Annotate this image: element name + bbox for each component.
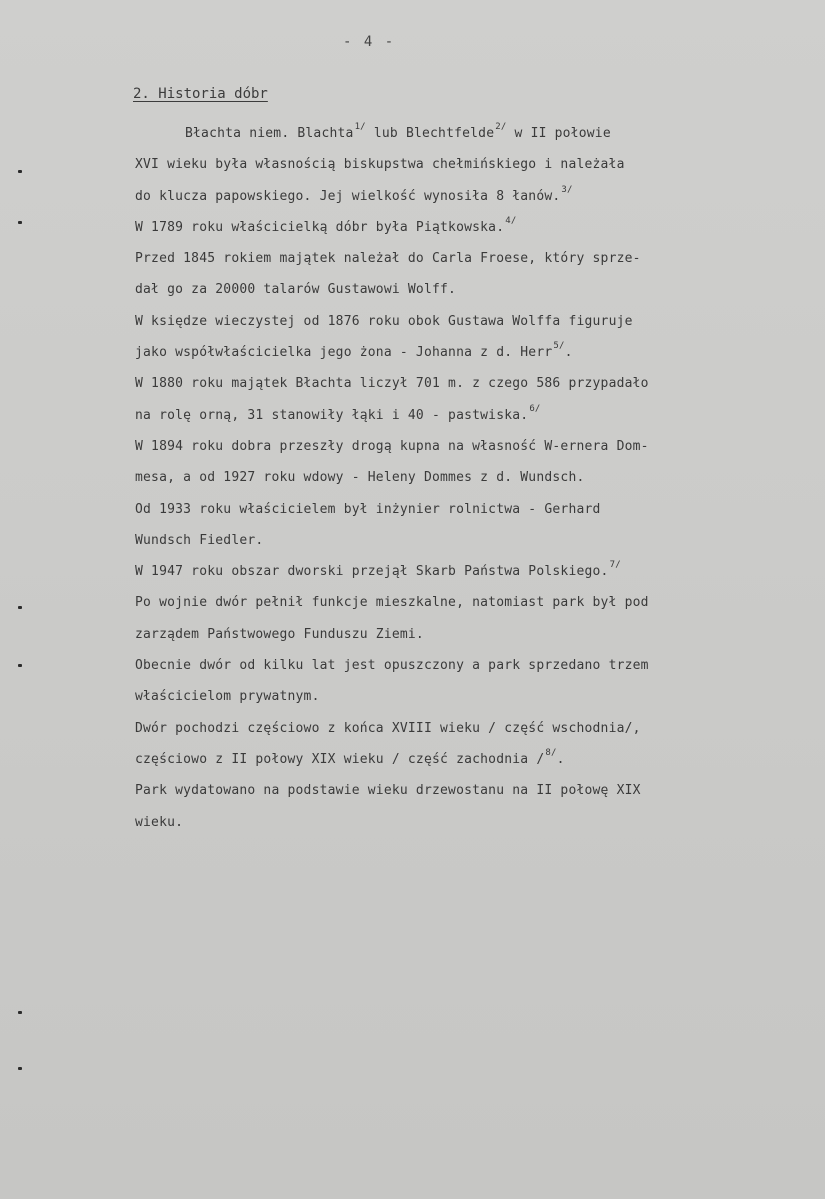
text-line: do klucza papowskiego. Jej wielkość wynosiła 8 łanów.$^{3/}$ [135,184,573,204]
document-body [135,118,795,838]
text-line: W 1789 roku właścicielką dóbr była Piątkowska.$^{4/}$ [135,215,517,235]
text-line: dał go za 20000 talarów Gustawowi Wolff. [135,282,457,298]
footnote-ref: 2/ [495,122,507,132]
text-line: Obecnie dwór od kilku lat jest opuszczony a park sprzedano trzem [135,658,649,674]
text-line: na rolę orną, 31 stanowiły łąki i 40 - pastwiska.$^{6/}$ [135,403,541,423]
margin-mark [18,664,22,667]
margin-mark [18,1011,22,1014]
text-line: mesa, a od 1927 roku wdowy - Heleny Dommes z d. Wundsch. [135,470,585,486]
margin-mark [18,221,22,224]
text-line: Po wojnie dwór pełnił funkcje mieszkalne, natomiast park był pod [135,595,649,611]
text-line: Park wydatowano na podstawie wieku drzewostanu na II połowę XIX [135,783,641,799]
text-line: Dwór pochodzi częściowo z końca XVIII wieku / część wschodnia/, [135,720,641,736]
text-line: częściowo z II połowy XIX wieku / część zachodnia /$^{8/}$. [135,747,565,767]
text-line: W 1880 roku majątek Błachta liczył 701 m. z czego 586 przypadało [135,376,649,392]
margin-mark [18,1067,22,1070]
footnote-ref: 4/ [505,215,517,226]
text-line: XVI wieku była własnością biskupstwa chełmińskiego i należała [135,157,625,173]
section-heading: 2. Historia dóbr [133,86,268,102]
text-line: W 1894 roku dobra przeszły drogą kupna na własność W-ernera Dom- [135,438,649,454]
footnote-ref: 5/ [553,341,565,352]
text-line: Od 1933 roku właścicielem był inżynier rolnictwa - Gerhard [135,501,601,517]
text-line: właścicielom prywatnym. [135,689,320,705]
text-line: W 1947 roku obszar dworski przejął Skarb Państwa Polskiego.$^{7/}$ [135,560,621,580]
footnote-ref: 6/ [529,403,541,414]
footnote-ref: 8/ [545,747,557,758]
text-line: Błachta niem. Blachta$^{1/}$ lub Blechtfelde$^{2/}$ w II połowie [185,122,611,141]
text-line: Przed 1845 rokiem majątek należał do Carla Froese, który sprze- [135,251,641,267]
page-number: - 4 - [343,34,396,50]
footnote-ref: 7/ [609,560,621,571]
text-line: zarządem Państwowego Funduszu Ziemi. [135,626,424,642]
text-line: W księdze wieczystej od 1876 roku obok Gustawa Wolffa figuruje [135,313,633,329]
margin-mark [18,170,22,173]
text-line: jako współwłaścicielka jego żona - Johanna z d. Herr$^{5/}$. [135,341,573,361]
margin-mark [18,606,22,609]
footnote-ref: 3/ [561,184,573,195]
text-line: wieku. [135,814,184,830]
text-line: Wundsch Fiedler. [135,532,264,548]
footnote-ref: 1/ [354,122,366,132]
